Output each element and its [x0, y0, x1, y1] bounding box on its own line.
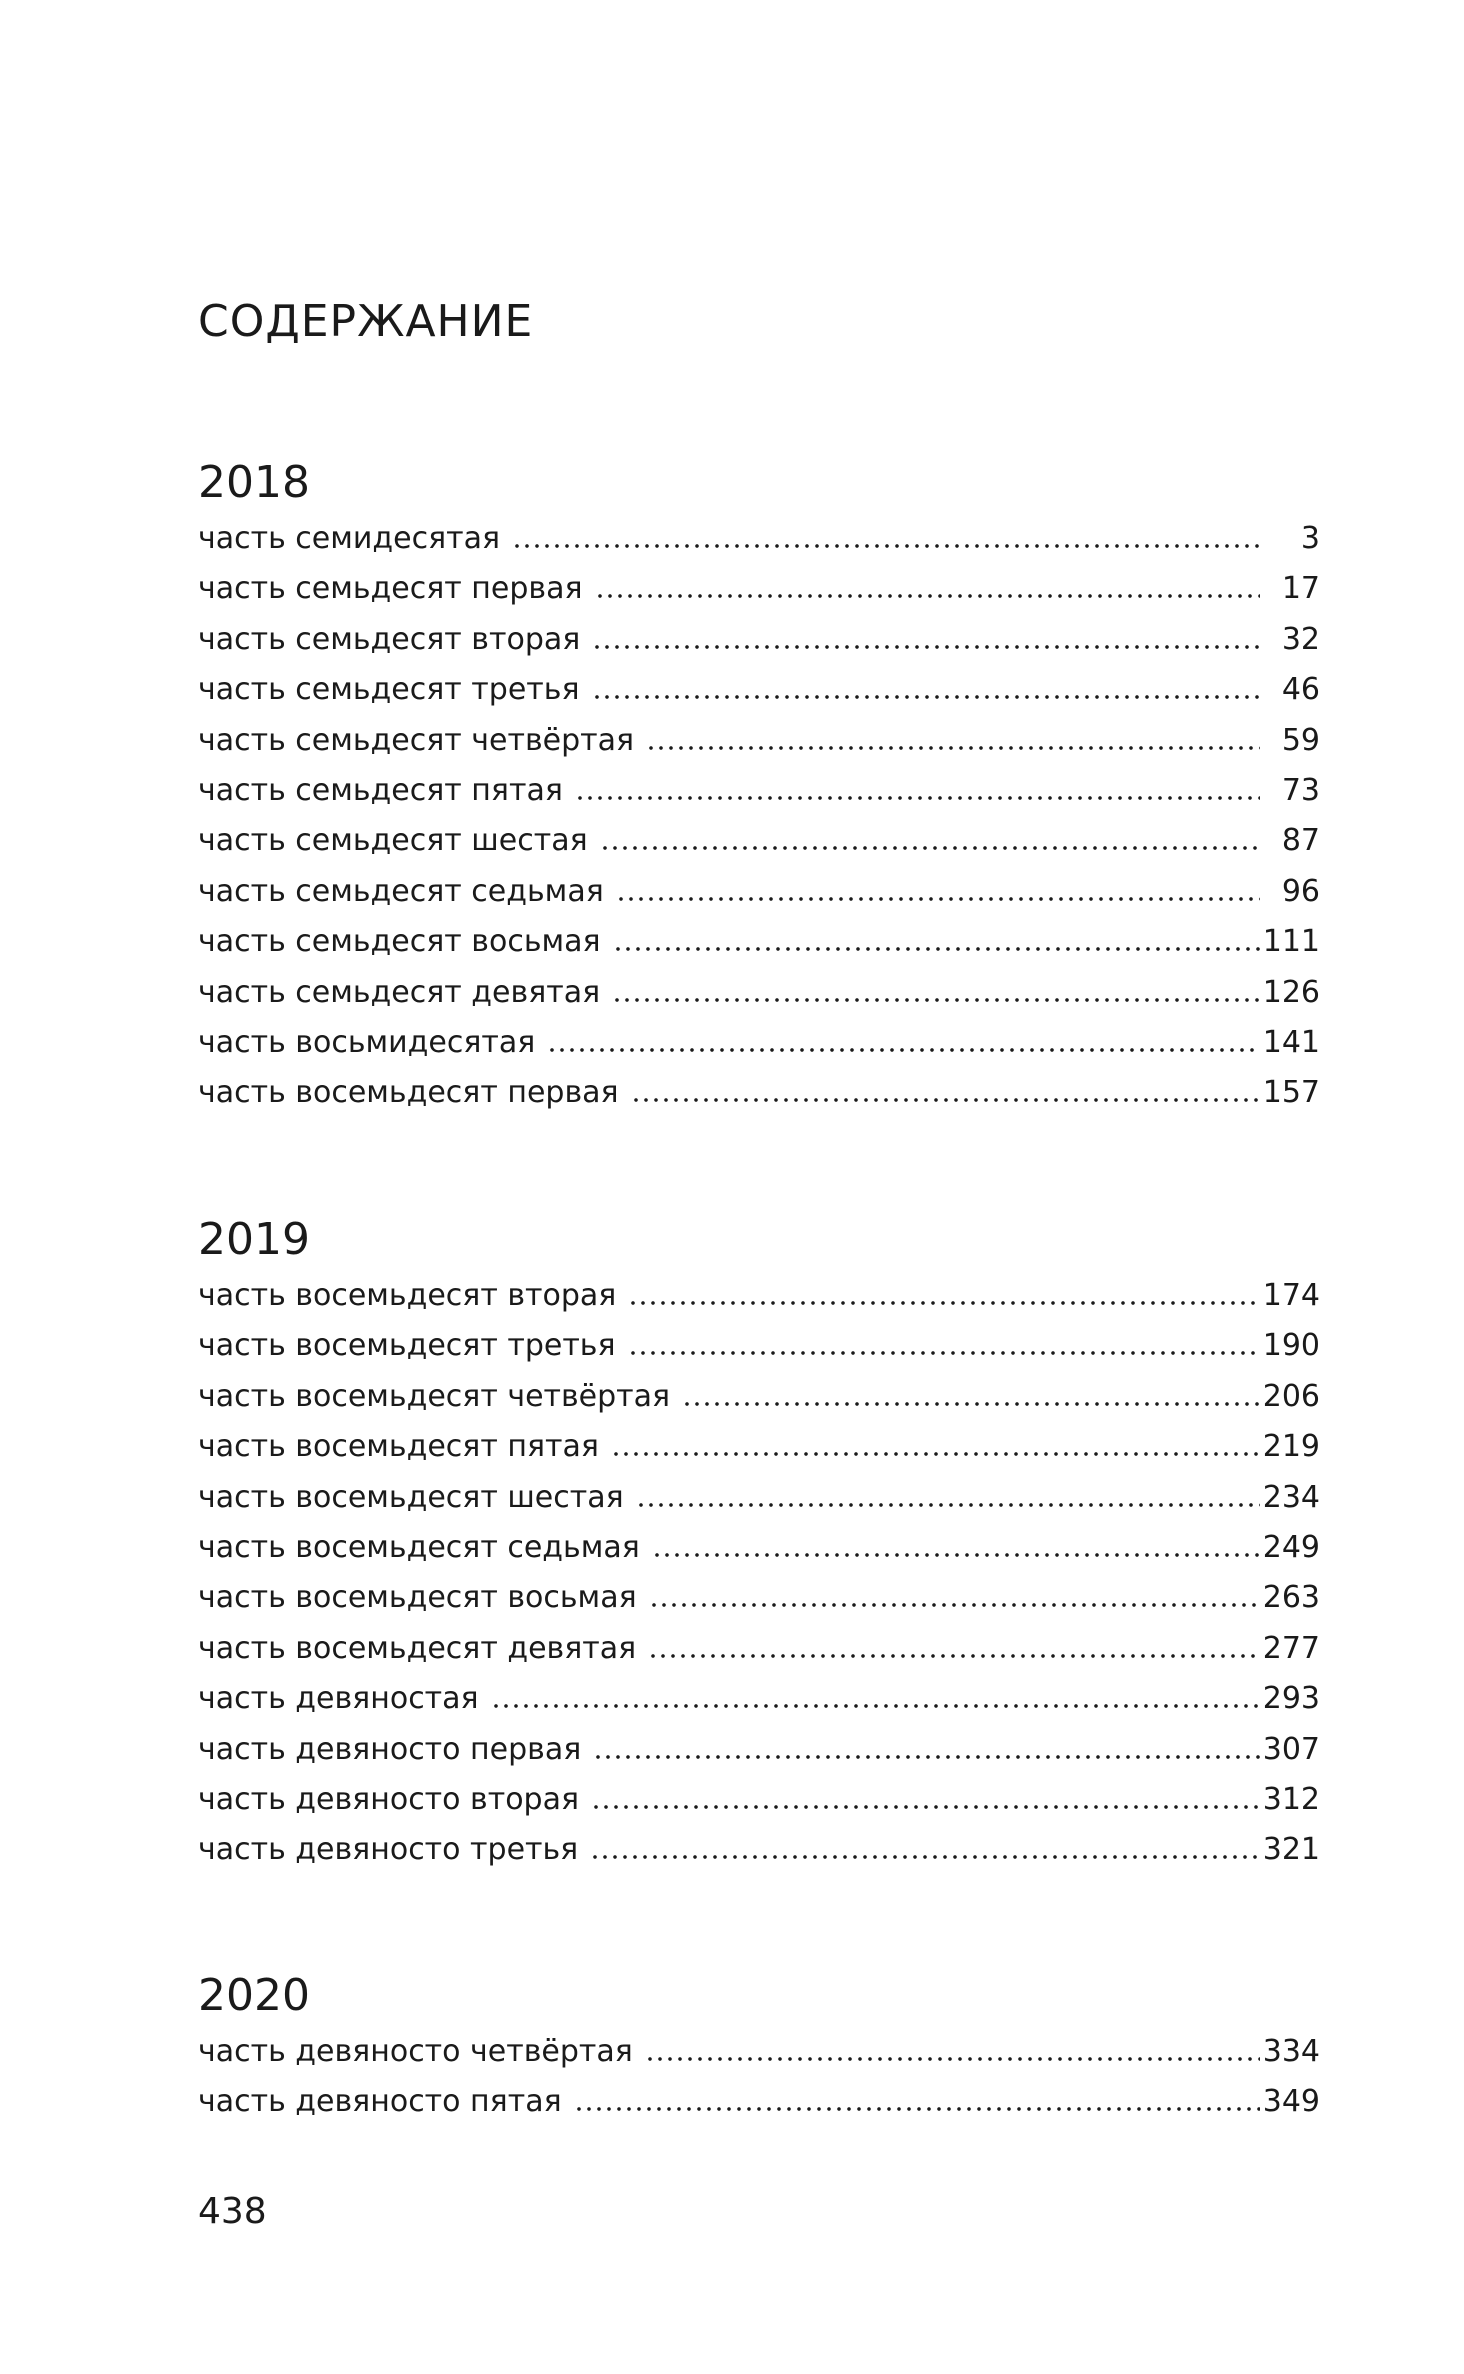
toc-entry[interactable]: [198, 1573, 1320, 1623]
dot-leader: [628, 1301, 1260, 1305]
dot-leader: [590, 1855, 1260, 1859]
toc-section-2020: [198, 1965, 1320, 2128]
entry-title: часть девяносто пятая: [198, 2084, 562, 2120]
entry-title: часть восемьдесят девятая: [198, 1630, 637, 1666]
toc-entry[interactable]: [198, 564, 1320, 614]
dot-leader: [645, 2057, 1260, 2061]
toc-entry[interactable]: [198, 514, 1320, 564]
dot-leader: [592, 695, 1261, 699]
entry-title: часть семьдесят вторая: [198, 621, 581, 657]
toc-entry[interactable]: [198, 1825, 1320, 1875]
dot-leader: [636, 1503, 1260, 1507]
dot-leader: [613, 947, 1260, 951]
entry-page-number: 32: [1281, 621, 1320, 657]
dot-leader: [600, 846, 1260, 850]
entry-title: часть семьдесят первая: [198, 571, 583, 607]
dot-leader: [646, 746, 1260, 750]
entry-page-number: 219: [1262, 1429, 1320, 1465]
dot-leader: [595, 594, 1260, 598]
dot-leader: [631, 1098, 1260, 1102]
toc-entry[interactable]: [198, 1674, 1320, 1724]
entry-title: часть восьмидесятая: [198, 1024, 536, 1060]
toc-entry[interactable]: [198, 1372, 1320, 1422]
entry-page-number: 307: [1262, 1731, 1320, 1767]
toc-entry[interactable]: [198, 665, 1320, 715]
dot-leader: [574, 2107, 1260, 2111]
dot-leader: [611, 1452, 1260, 1456]
dot-leader: [547, 1048, 1260, 1052]
entry-page-number: 17: [1281, 571, 1320, 607]
dot-leader: [648, 1654, 1260, 1658]
entry-page-number: 73: [1281, 772, 1320, 808]
section-year: 2018: [198, 457, 310, 508]
book-page: [198, 0, 1320, 2374]
entry-page-number: 190: [1262, 1328, 1320, 1364]
toc-list: [198, 2027, 1320, 2128]
dot-leader: [652, 1553, 1260, 1557]
section-year: 2020: [198, 1970, 310, 2021]
entry-title: часть девяносто первая: [198, 1731, 582, 1767]
entry-title: часть семьдесят шестая: [198, 823, 588, 859]
entry-page-number: 46: [1281, 672, 1320, 708]
entry-title: часть восемьдесят вторая: [198, 1278, 617, 1313]
entry-title: часть семьдесят восьмая: [198, 924, 601, 960]
section-year: 2019: [198, 1214, 310, 1265]
dot-leader: [682, 1402, 1260, 1406]
entry-title: часть семьдесят девятая: [198, 974, 601, 1010]
toc-entry[interactable]: [198, 1068, 1320, 1118]
dot-leader: [512, 544, 1260, 548]
toc-list: [198, 514, 1320, 1119]
page-title: СОДЕРЖАНИЕ: [198, 296, 534, 347]
entry-title: часть семьдесят третья: [198, 672, 580, 708]
entry-title: часть девяносто третья: [198, 1832, 579, 1868]
entry-title: часть восемьдесят седьмая: [198, 1529, 640, 1565]
entry-page-number: 157: [1262, 1075, 1320, 1111]
toc-section-2018: [198, 452, 1320, 1119]
entry-title: часть восемьдесят восьмая: [198, 1580, 637, 1616]
entry-page-number: 277: [1262, 1630, 1320, 1666]
entry-title: часть восемьдесят шестая: [198, 1479, 624, 1515]
entry-title: часть семьдесят пятая: [198, 772, 563, 808]
entry-page-number: 3: [1300, 521, 1320, 556]
entry-page-number: 111: [1262, 924, 1320, 960]
entry-title: часть семидесятая: [198, 521, 501, 556]
toc-entry[interactable]: [198, 2027, 1320, 2077]
toc-list: [198, 1271, 1320, 1876]
dot-leader: [593, 1755, 1260, 1759]
toc-entry[interactable]: [198, 1422, 1320, 1472]
entry-page-number: 59: [1281, 722, 1320, 758]
entry-page-number: 334: [1262, 2034, 1320, 2069]
entry-title: часть семьдесят седьмая: [198, 873, 604, 909]
entry-page-number: 349: [1262, 2084, 1320, 2120]
toc-entry[interactable]: [198, 816, 1320, 866]
toc-entry[interactable]: [198, 1271, 1320, 1321]
toc-entry[interactable]: [198, 1473, 1320, 1523]
entry-page-number: 234: [1262, 1479, 1320, 1515]
entry-page-number: 141: [1262, 1024, 1320, 1060]
dot-leader: [592, 645, 1260, 649]
toc-entry[interactable]: [198, 1624, 1320, 1674]
entry-title: часть восемьдесят четвёртая: [198, 1378, 671, 1414]
toc-entry[interactable]: [198, 1321, 1320, 1371]
entry-page-number: 87: [1281, 823, 1320, 859]
toc-entry[interactable]: [198, 1775, 1320, 1825]
entry-title: часть девяносто вторая: [198, 1781, 580, 1817]
toc-entry[interactable]: [198, 1523, 1320, 1573]
entry-page-number: 312: [1262, 1781, 1320, 1817]
toc-entry[interactable]: [198, 716, 1320, 766]
toc-entry[interactable]: [198, 968, 1320, 1018]
entry-page-number: 126: [1262, 974, 1320, 1010]
dot-leader: [616, 897, 1260, 901]
entry-page-number: 96: [1281, 873, 1320, 909]
entry-title: часть девяносто четвёртая: [198, 2034, 633, 2069]
entry-page-number: 321: [1262, 1832, 1320, 1868]
dot-leader: [649, 1603, 1260, 1607]
dot-leader: [575, 796, 1260, 800]
entry-title: часть восемьдесят третья: [198, 1328, 616, 1364]
toc-entry[interactable]: [198, 766, 1320, 816]
dot-leader: [491, 1704, 1260, 1708]
toc-entry[interactable]: [198, 1018, 1320, 1068]
dot-leader: [612, 998, 1260, 1002]
entry-title: часть девяностая: [198, 1681, 479, 1717]
entry-page-number: 249: [1262, 1529, 1320, 1565]
dot-leader: [628, 1351, 1260, 1355]
entry-page-number: 206: [1262, 1378, 1320, 1414]
dot-leader: [591, 1805, 1260, 1809]
toc-entry[interactable]: [198, 1725, 1320, 1775]
entry-title: часть восемьдесят первая: [198, 1075, 619, 1111]
entry-page-number: 263: [1262, 1580, 1320, 1616]
page-number: 438: [198, 2191, 267, 2232]
entry-page-number: 174: [1262, 1278, 1320, 1313]
toc-entry[interactable]: [198, 917, 1320, 967]
entry-title: часть восемьдесят пятая: [198, 1429, 599, 1465]
toc-section-2019: [198, 1209, 1320, 1876]
toc-entry[interactable]: [198, 867, 1320, 917]
toc-entry[interactable]: [198, 2077, 1320, 2127]
entry-title: часть семьдесят четвёртая: [198, 722, 635, 758]
entry-page-number: 293: [1262, 1681, 1320, 1717]
toc-entry[interactable]: [198, 615, 1320, 665]
